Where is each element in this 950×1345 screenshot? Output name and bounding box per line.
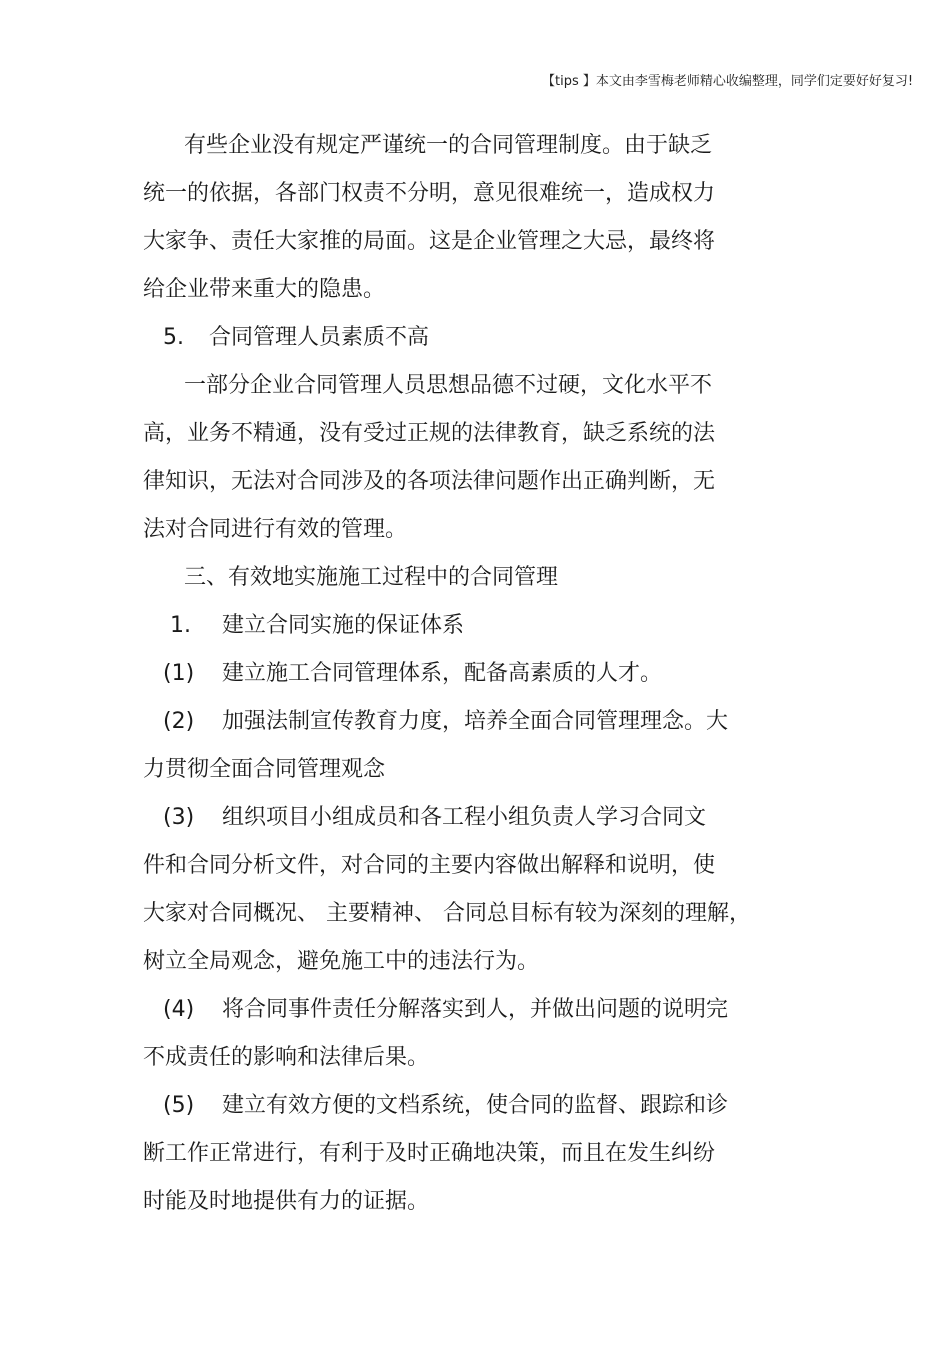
paragraph-line: 大家争、责任大家推的局面。这是企业管理之大忌，最终将 bbox=[143, 229, 716, 254]
paragraph-line: 树立全局观念，避免施工中的违法行为。 bbox=[143, 949, 540, 974]
paragraph-line: 高，业务不精通，没有受过正规的法律教育，缺乏系统的法 bbox=[143, 421, 716, 446]
paragraph-line: 不成责任的影响和法律后果。 bbox=[143, 1045, 430, 1070]
paragraph-line: 法对合同进行有效的管理。 bbox=[143, 517, 408, 542]
list-item-text: 组织项目小组成员和各工程小组负责人学习合同文 bbox=[222, 805, 707, 830]
list-item-text: 将合同事件责任分解落实到人，并做出问题的说明完 bbox=[222, 997, 729, 1022]
subsection-heading: 建立合同实施的保证体系 bbox=[222, 613, 465, 638]
paragraph-line: 时能及时地提供有力的证据。 bbox=[143, 1189, 430, 1214]
list-number: (1) bbox=[163, 661, 195, 686]
list-number: 5. bbox=[163, 325, 184, 350]
list-number: (5) bbox=[163, 1093, 195, 1118]
page-header-tip: 【tips 】本文由李雪梅老师精心收编整理，同学们定要好好复习! bbox=[542, 74, 914, 89]
paragraph-line: 件和合同分析文件，对合同的主要内容做出解释和说明，使 bbox=[143, 853, 716, 878]
paragraph-line: 有些企业没有规定严谨统一的合同管理制度。由于缺乏 bbox=[184, 133, 713, 158]
section-heading: 三、有效地实施施工过程中的合同管理 bbox=[184, 565, 559, 590]
list-number: (4) bbox=[163, 997, 195, 1022]
paragraph-line: 统一的依据，各部门权责不分明，意见很难统一，造成权力 bbox=[143, 181, 716, 206]
list-item-text: 加强法制宣传教育力度，培养全面合同管理理念。大 bbox=[222, 709, 729, 734]
list-number: (2) bbox=[163, 709, 195, 734]
paragraph-line: 力贯彻全面合同管理观念 bbox=[143, 757, 386, 782]
list-number: (3) bbox=[163, 805, 195, 830]
list-number: 1. bbox=[170, 613, 191, 638]
paragraph-line: 一部分企业合同管理人员思想品德不过硬，文化水平不 bbox=[184, 373, 713, 398]
paragraph-line: 律知识，无法对合同涉及的各项法律问题作出正确判断，无 bbox=[143, 469, 716, 494]
list-item-text: 建立有效方便的文档系统，使合同的监督、跟踪和诊 bbox=[222, 1093, 729, 1118]
section-heading: 合同管理人员素质不高 bbox=[209, 325, 430, 350]
paragraph-line: 断工作正常进行，有利于及时正确地决策，而且在发生纠纷 bbox=[143, 1141, 716, 1166]
list-item-text: 建立施工合同管理体系，配备高素质的人才。 bbox=[222, 661, 663, 686]
paragraph-line: 大家对合同概况、 主要精神、 合同总目标有较为深刻的理解， bbox=[143, 901, 751, 926]
paragraph-line: 给企业带来重大的隐患。 bbox=[143, 277, 386, 302]
